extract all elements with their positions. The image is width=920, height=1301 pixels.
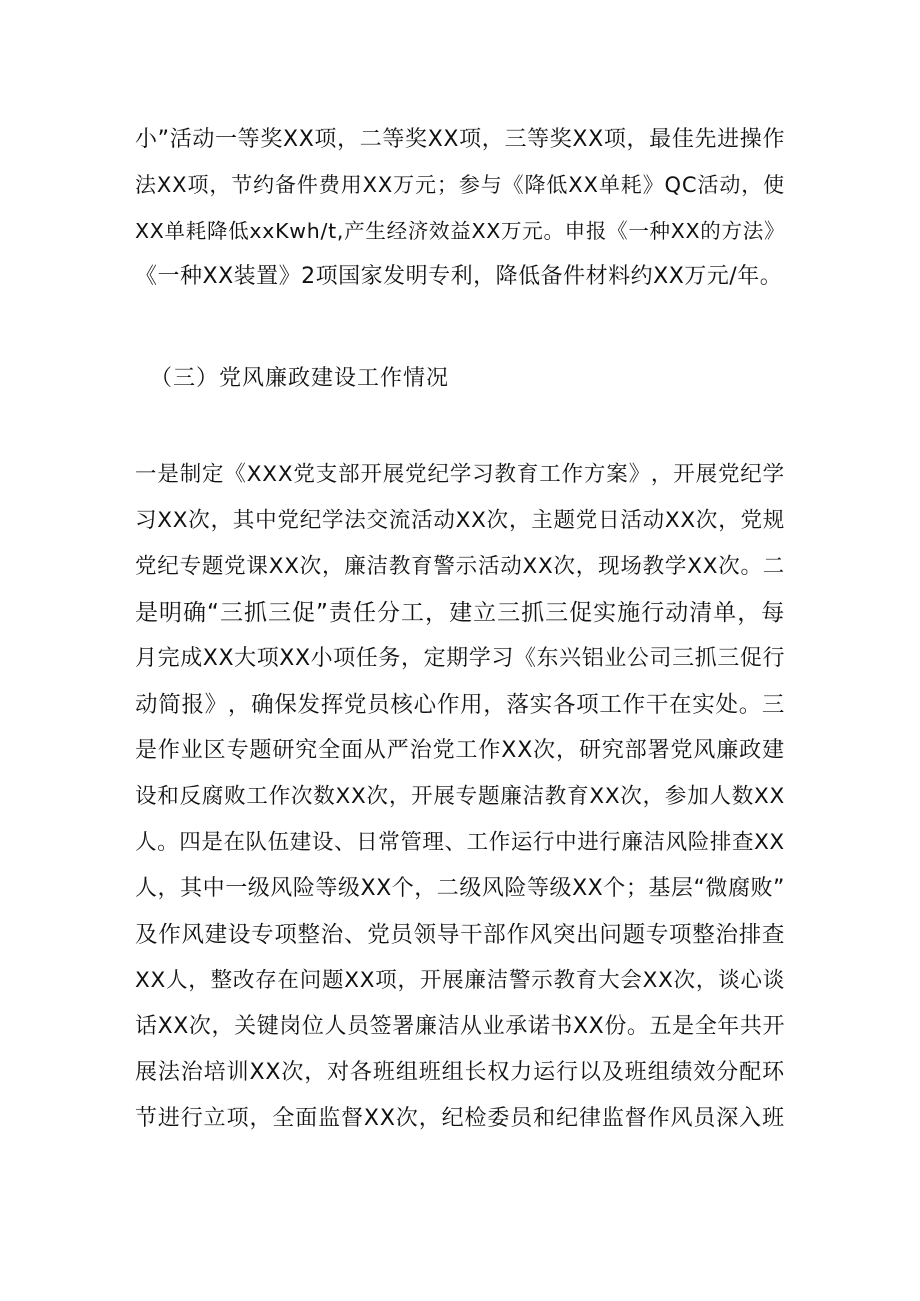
- paragraph-2-line: 一 是 制 定 《 X X X 党 支 部 开 展 党 纪 学 习 教 育 工 作 方 案 》 ， 开 展 党 纪 学: [135, 462, 785, 487]
- paragraph-2-line: 月 完 成 X X 大 项 X X 小 项 任 务 ， 定 期 学 习 《 东 兴 铝 业 公 司 三 抓 三 促 行: [135, 646, 785, 671]
- paragraph-2-line: 展 法 治 培 训 X X 次 ， 对 各 班 组 班 组 长 权 力 运 行 以 及 班 组 绩 效 分 配 环: [135, 1060, 785, 1085]
- paragraph-2-line: 习 X X 次 ， 其 中 党 纪 学 法 交 流 活 动 X X 次 ， 主 题 党 日 活 动 X X 次 ， 党 规: [135, 508, 785, 533]
- paragraph-2-line: 是 明 确 “ 三 抓 三 促 ” 责 任 分 工 ， 建 立 三 抓 三 促 实 施 行 动 清 单 ， 每: [135, 600, 785, 626]
- paragraph-1-line: 小 ” 活 动 一 等 奖 X X 项 ， 二 等 奖 X X 项 ， 三 等 奖 X X 项 ， 最 佳 先 进 操 作: [135, 127, 785, 152]
- paragraph-2-line: 人 。 四 是 在 队 伍 建 设 、 日 常 管 理 、 工 作 运 行 中 进 行 廉 洁 风 险 排 查 X X: [135, 830, 785, 855]
- paragraph-2-line: 党 纪 专 题 党 课 X X 次 ， 廉 洁 教 育 警 示 活 动 X X 次 ， 现 场 教 学 X X 次 。 二: [135, 554, 785, 579]
- paragraph-2-line: 话 X X 次 ， 关 键 岗 位 人 员 签 署 廉 洁 从 业 承 诺 书 X X 份 。 五 是 全 年 共 开: [135, 1014, 785, 1039]
- paragraph-1-line: 法 X X 项 ， 节 约 备 件 费 用 X X 万 元 ； 参 与 《 降 低 X X 单 耗 》 Q C 活 动 ， 使: [135, 173, 785, 197]
- paragraph-2-line: 设 和 反 腐 败 工 作 次 数 X X 次 ， 开 展 专 题 廉 洁 教 育 X X 次 ， 参 加 人 数 X X: [135, 784, 785, 809]
- paragraph-2-line: X X 人 ， 整 改 存 在 问 题 X X 项 ， 开 展 廉 洁 警 示 教 育 大 会 X X 次 ， 谈 心 谈: [135, 968, 785, 993]
- paragraph-2-line: 节 进 行 立 项 ， 全 面 监 督 X X 次 ， 纪 检 委 员 和 纪 律 监 督 作 风 员 深 入 班: [135, 1106, 785, 1131]
- paragraph-2-line: 动 简 报 》 ， 确 保 发 挥 党 员 核 心 作 用 ， 落 实 各 项 工 作 干 在 实 处 。 三: [135, 692, 785, 718]
- paragraph-1-line: X X 单 耗 降 低 x x K w h / t , 产 生 经 济 效 益 X X 万 元 。 申 报 《 一 种 X X 的 方 法 》: [135, 219, 785, 243]
- paragraph-2-line: 人 ， 其 中 一 级 风 险 等 级 X X 个 ， 二 级 风 险 等 级 X X 个 ； 基 层 “ 微 腐 败 ”: [135, 876, 785, 901]
- paragraph-2-line: 及 作 风 建 设 专 项 整 治 、 党 员 领 导 干 部 作 风 突 出 问 题 专 项 整 治 排 查: [135, 922, 785, 948]
- section-heading: （三）党风廉政建设工作情况: [150, 366, 450, 391]
- paragraph-2-line: 是 作 业 区 专 题 研 究 全 面 从 严 治 党 工 作 X X 次 ， 研 究 部 署 党 风 廉 政 建: [135, 738, 785, 763]
- paragraph-1-line: 《一种XX装置》2项国家发明专利，降低备件材料约XX万元/年。: [135, 264, 783, 289]
